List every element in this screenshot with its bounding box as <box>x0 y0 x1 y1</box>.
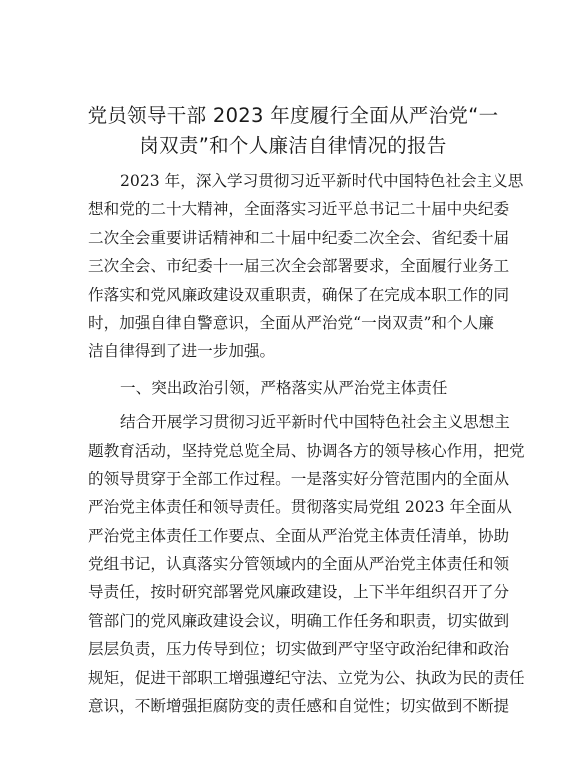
intro-line: 三次全会、市纪委十一届三次全会部署要求，全面履行业务工 <box>88 257 510 276</box>
section1-line: 导责任，按时研究部署党风廉政建设，上下半年组织召开了分 <box>88 583 510 602</box>
intro-line: 时，加强自律自警意识，全面从严治党“一岗双责”和个人廉 <box>88 313 494 332</box>
intro-paragraph <box>88 167 524 366</box>
intro-line: 二次全会重要讲话精神和二十届中纪委二次全会、省纪委十届 <box>88 228 510 247</box>
section1-line: 严治党主体责任和领导责任。贯彻落实局党组 2023 年全面从 <box>88 498 512 517</box>
intro-line: 作落实和党风廉政建设双重职责，确保了在完成本职工作的同 <box>88 285 510 304</box>
intro-line: 洁自律得到了进一步加强。 <box>88 342 276 361</box>
section1-line: 规矩，促进干部职工增强遵纪守法、立党为公、执政为民的责任 <box>88 668 525 687</box>
section1-line: 题教育活动，坚持党总览全局、协调各方的领导核心作用，把党 <box>88 441 525 460</box>
section1-line: 的领导贯穿于全部工作过程。一是落实好分管范围内的全面从 <box>88 469 510 488</box>
section1-paragraph <box>88 408 525 720</box>
section1-line: 层层负责，压力传导到位；切实做到严守坚守政治纪律和政治 <box>88 640 510 659</box>
section1-line: 严治党主体责任工作要点、全面从严治党主体责任清单，协助 <box>88 526 510 545</box>
section1-line: 管部门的党风廉政建设会议，明确工作任务和职责，切实做到 <box>88 611 510 630</box>
intro-line: 2023 年，深入学习贯彻习近平新时代中国特色社会主义思 <box>120 172 524 190</box>
title-line-2: 岗双责”和个人廉洁自律情况的报告 <box>139 134 447 157</box>
document-body <box>88 167 525 720</box>
title-line-1: 党员领导干部 2023 年度履行全面从严治党“一 <box>87 104 499 127</box>
section-heading: 一、突出政治引领，严格落实从严治党主体责任 <box>120 378 448 397</box>
section1-line: 意识，不断增强拒腐防变的责任感和自觉性；切实做到不断提 <box>88 697 510 716</box>
section1-line: 党组书记，认真落实分管领域内的全面从严治党主体责任和领 <box>88 555 510 574</box>
intro-line: 想和党的二十大精神，全面落实习近平总书记二十届中央纪委 <box>88 200 510 219</box>
document-title <box>60 101 526 161</box>
section1-line: 结合开展学习贯彻习近平新时代中国特色社会主义思想主 <box>120 413 510 432</box>
